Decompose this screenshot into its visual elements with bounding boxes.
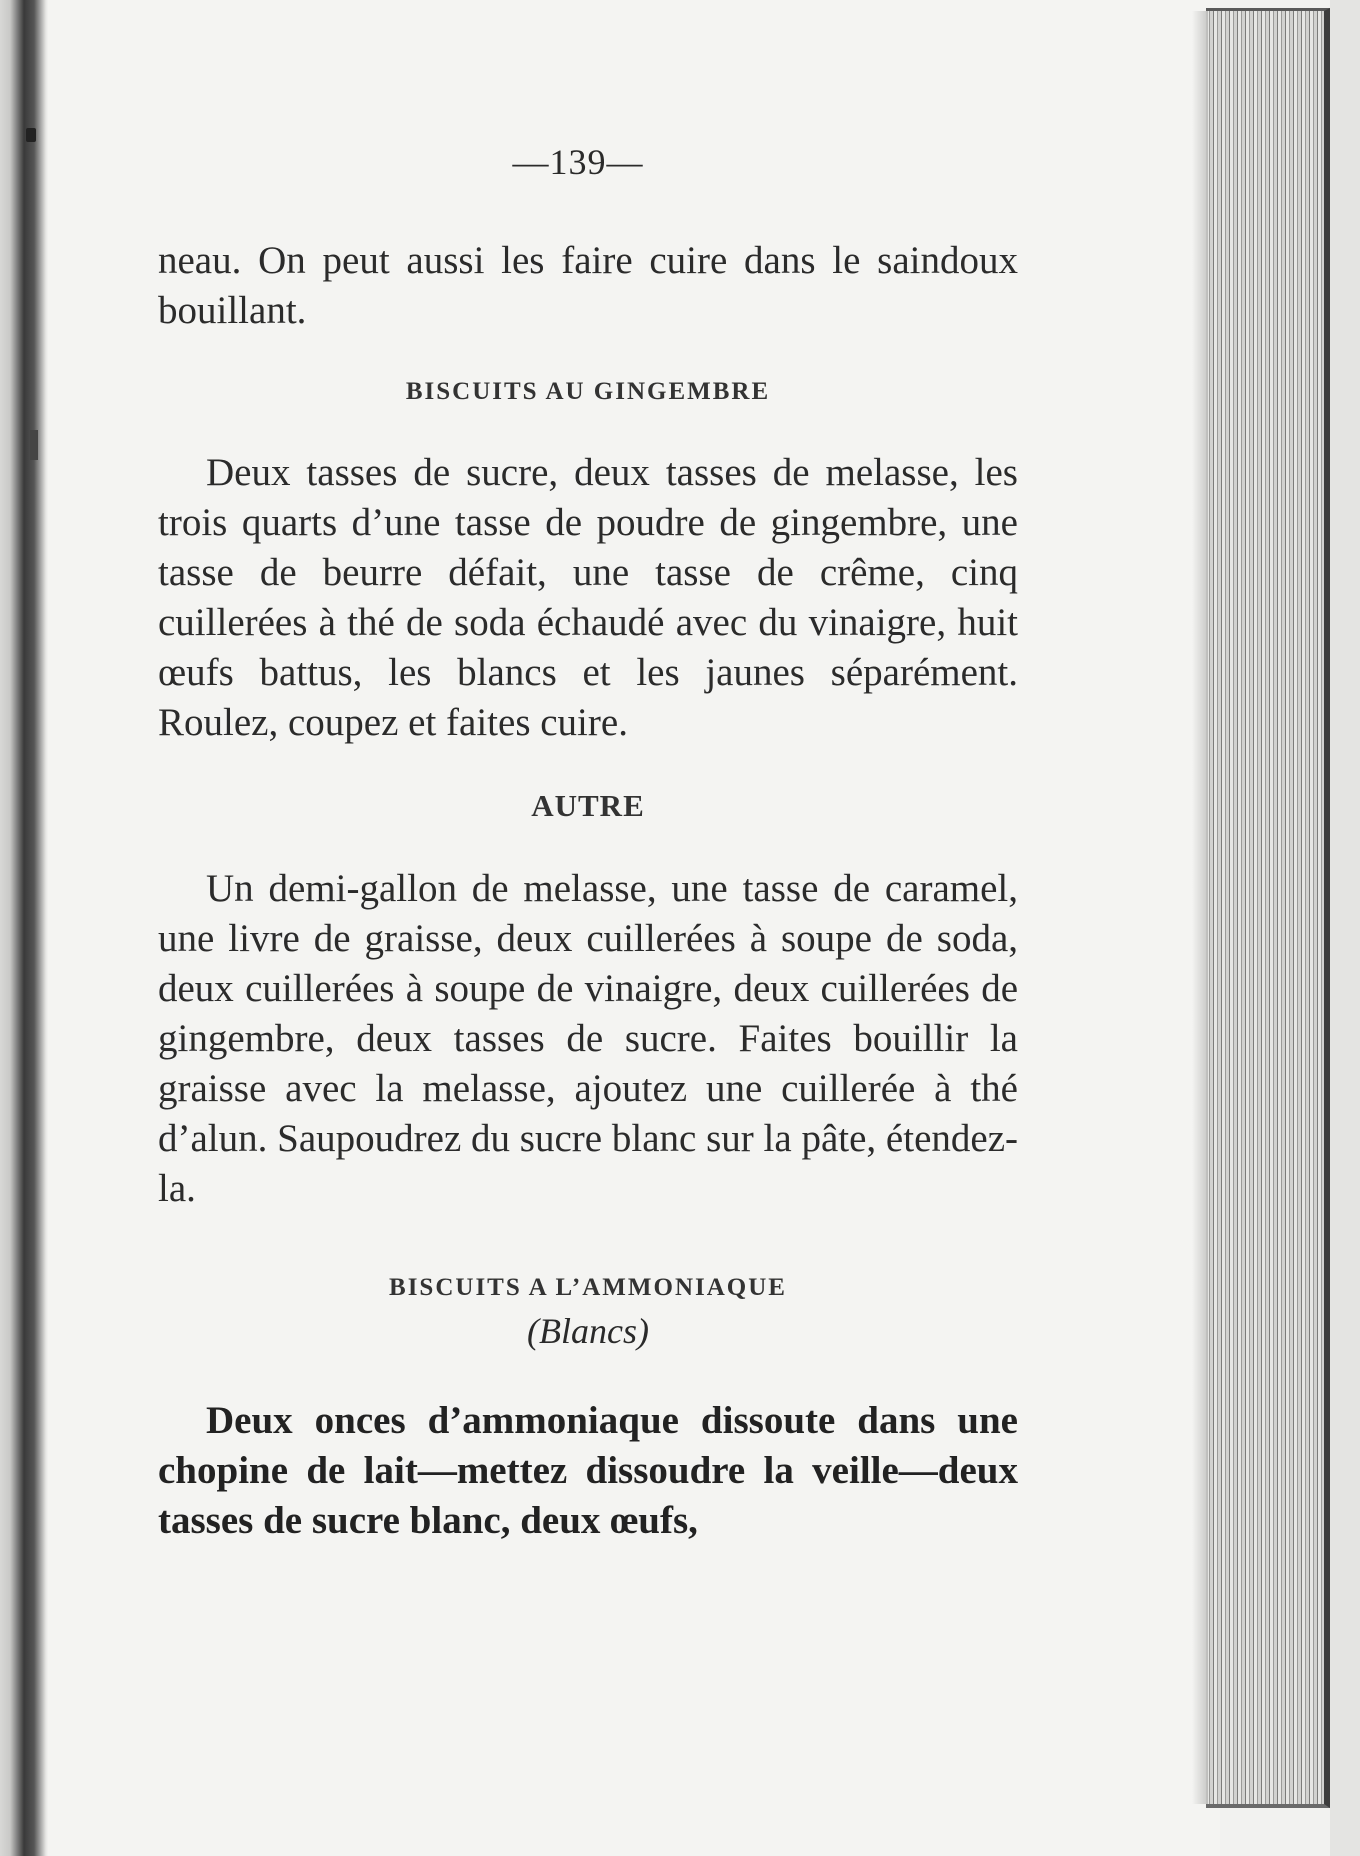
binding-mark bbox=[30, 430, 38, 460]
intro-paragraph: neau. On peut aussi les faire cuire dans le saindoux bouillant. bbox=[158, 239, 1018, 332]
book-binding-left bbox=[0, 0, 48, 1856]
section-heading-biscuits-ammoniaque: BISCUITS A L’AMMONIAQUE bbox=[389, 1274, 787, 1301]
page-number: —139— bbox=[512, 142, 644, 182]
section-subheading-blancs: (Blancs) bbox=[527, 1311, 649, 1351]
recipe-text-biscuits-ammoniaque: Deux onces d’ammoniaque dissoute dans une chopine de lait—mettez dissoudre la veille—deux tasses de sucre blanc, deux œufs, bbox=[158, 1399, 1018, 1542]
background-margin bbox=[1330, 0, 1360, 1856]
binding-mark bbox=[26, 128, 36, 142]
section-heading-biscuits-gingembre: BISCUITS AU GINGEMBRE bbox=[405, 378, 771, 405]
section-heading-autre: AUTRE bbox=[531, 788, 645, 823]
recipe-text-biscuits-gingembre: Deux tasses de sucre, deux tasses de melasse, les trois quarts d’une tasse de poudre de gingembre, une tasse de beurre défait, une tasse de crême, cinq cuillerées à thé de soda échaudé avec du vinaigre, huit œufs battus, les blancs et les jaunes séparément. Roulez, coupez et faites cuire. bbox=[158, 451, 1018, 744]
page-text bbox=[158, 140, 1018, 1546]
recipe-text-autre: Un demi-gallon de melasse, une tasse de caramel, une livre de graisse, deux cuillerées à soupe de soda, deux cuillerées à soupe de vinaigre, deux cuillerées de gingembre, deux tasses de sucre. Faites bouillir la graisse avec la melasse, ajoutez une cuillerée à thé d’alun. Saupoudrez du sucre blanc sur la pâte, étendez-la. bbox=[158, 867, 1018, 1210]
page-block-edge bbox=[1206, 8, 1330, 1808]
